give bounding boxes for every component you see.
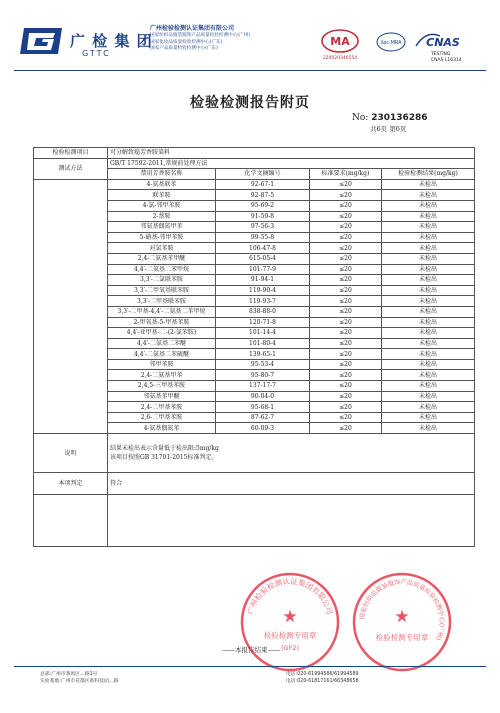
organization-lines (150, 25, 310, 53)
amine-name-cell: 2,6-二甲基苯胺 (108, 412, 216, 423)
result-cell: 未检出 (382, 412, 475, 423)
amine-name-cell: 联苯胺 (108, 190, 216, 201)
gttc-logo-icon (20, 24, 66, 58)
svg-text:★: ★ (394, 607, 410, 627)
amine-name-cell: 3,3′-二甲基-4,4′-二氨基二苯甲烷 (108, 306, 216, 317)
header-rule (14, 70, 486, 71)
certification-marks (318, 26, 483, 66)
cas-number-cell: 838-88-0 (216, 306, 310, 317)
result-cell: 未检出 (382, 200, 475, 211)
requirement-cell: ≤20 (310, 222, 382, 233)
inspection-seal-left (238, 570, 342, 674)
cas-number-cell: 92-67-1 (216, 179, 310, 190)
blank-cell (34, 495, 108, 547)
result-cell: 未检出 (382, 381, 475, 392)
cnas-testing: TESTING (431, 52, 451, 57)
note-line: 结果未检出表示含量低于检出限:5mg/kg (110, 445, 219, 453)
cas-number-cell: 87-62-7 (216, 412, 310, 423)
amine-name-cell: 2,4-二氨基苯甲醚 (108, 253, 216, 264)
brand-name: 广 检 集 团 (70, 32, 153, 50)
amine-name-cell: 3,3′-二甲氧基联苯胺 (108, 285, 216, 296)
project-row (34, 148, 475, 159)
requirement-cell: ≤20 (310, 211, 382, 222)
requirement-cell: ≤20 (310, 391, 382, 402)
requirement-cell: ≤20 (310, 359, 382, 370)
note-text (108, 434, 475, 473)
result-cell: 未检出 (382, 370, 475, 381)
report-number-label: No: (352, 113, 369, 123)
result-cell: 未检出 (382, 423, 475, 434)
column-header: 禁用芳香胺名称 (108, 169, 216, 180)
amine-name-cell: 邻氨基偶氮甲苯 (108, 222, 216, 233)
footer-phone: 电话:020-61994586/61994589 (286, 672, 359, 677)
footer-phones (286, 671, 359, 685)
requirement-cell: ≤20 (310, 264, 382, 275)
org-line: 国家纺织品服装服饰产品质量检验检测中心(广州) (150, 33, 251, 38)
cas-number-cell: 95-80-7 (216, 370, 310, 381)
requirement-cell: ≤20 (310, 243, 382, 254)
cas-number-cell: 615-05-4 (216, 253, 310, 264)
result-cell: 未检出 (382, 232, 475, 243)
cas-number-cell: 95-69-2 (216, 200, 310, 211)
column-header: 化学文摘编号 (216, 169, 310, 180)
seal-right-center-text: 检验检测专用章 (375, 633, 429, 642)
cas-number-cell: 99-55-8 (216, 232, 310, 243)
footer-phone: 电话:020-61817161/66348658 (286, 679, 359, 684)
project-value: 可分解致癌芳香胺染料 (108, 148, 475, 159)
report-end-marker: ——本报告结束—— (222, 646, 281, 654)
note-row (34, 434, 475, 473)
requirement-cell: ≤20 (310, 253, 382, 264)
amine-name-cell: 3,3′-二氯联苯胺 (108, 275, 216, 286)
amine-name-cell: 5-硝基-邻甲苯胺 (108, 232, 216, 243)
cas-number-cell: 91-59-8 (216, 211, 310, 222)
seal-left-ring-text: 广州检验检测认证集团有限公司 (245, 576, 335, 616)
amine-rows (34, 179, 475, 433)
amine-name-cell: 4,4′-二氨基二苯甲烷 (108, 264, 216, 275)
amine-name-cell: 4-氯-邻甲苯胺 (108, 200, 216, 211)
org-line: 广州检验检测认证集团有限公司 (150, 25, 235, 32)
result-cell: 未检出 (382, 275, 475, 286)
cas-number-cell: 95-68-1 (216, 402, 310, 413)
amine-name-cell: 对氯苯胺 (108, 243, 216, 254)
cas-number-cell: 101-80-4 (216, 338, 310, 349)
cma-number: 220020346554 (322, 56, 358, 61)
requirement-cell: ≤20 (310, 296, 382, 307)
result-cell: 未检出 (382, 222, 475, 233)
org-line: 国家产品质量检验检测中心(广东) (150, 46, 218, 52)
column-header: 标准要求(mg/kg) (310, 169, 382, 180)
conclusion-value: 符合 (108, 473, 475, 495)
result-cell: 未检出 (382, 296, 475, 307)
result-cell: 未检出 (382, 402, 475, 413)
blank-row (34, 495, 475, 547)
result-cell: 未检出 (382, 338, 475, 349)
cas-number-cell: 90-04-0 (216, 391, 310, 402)
requirement-cell: ≤20 (310, 232, 382, 243)
result-cell: 未检出 (382, 285, 475, 296)
note-label: 说明 (34, 434, 108, 473)
seal-left-center-text: 检验检测专用章 (263, 631, 317, 640)
requirement-cell: ≤20 (310, 370, 382, 381)
cnas-mark-text: CNAS (426, 36, 460, 49)
footer-rule (14, 666, 486, 667)
report-number-value: 230136286 (371, 113, 428, 123)
result-cell: 未检出 (382, 211, 475, 222)
project-label: 检验检测项目 (34, 148, 108, 159)
amine-name-cell: 4,4′-二氨基二苯醚 (108, 338, 216, 349)
method-row (34, 158, 475, 169)
footer-hq-address: 总部:广州市番禺区…路1号 (40, 672, 98, 677)
cas-number-cell: 97-56-3 (216, 222, 310, 233)
cas-number-cell: 137-17-7 (216, 381, 310, 392)
page-count: 共6页 第6页 (370, 125, 407, 133)
cas-number-cell: 91-94-1 (216, 275, 310, 286)
table-left-margin-cell (34, 179, 108, 433)
cas-number-cell: 119-93-7 (216, 296, 310, 307)
column-header: 检验检测结果(mg/kg) (382, 169, 475, 180)
footer-lab-address: 实验基地:广州市花都区新科技园…路 (40, 679, 119, 684)
cas-number-cell: 101-77-9 (216, 264, 310, 275)
ilac-mark-icon (377, 33, 405, 51)
amine-name-cell: 4,4′-亚甲基-二-(2-氯苯胺) (108, 328, 216, 339)
method-value: GB/T 17592-2011,常规前处理方法 (108, 158, 475, 169)
seal-left-code: (GF2) (281, 644, 299, 652)
requirement-cell: ≤20 (310, 423, 382, 434)
results-table (33, 147, 475, 547)
amine-name-cell: 2-萘胺 (108, 211, 216, 222)
amine-name-cell: 4-氨基联苯 (108, 179, 216, 190)
result-cell: 未检出 (382, 391, 475, 402)
result-cell: 未检出 (382, 328, 475, 339)
blank-cell (108, 495, 475, 547)
cas-number-cell: 139-65-1 (216, 349, 310, 360)
table-row (34, 179, 475, 190)
result-cell: 未检出 (382, 317, 475, 328)
result-cell: 未检出 (382, 179, 475, 190)
requirement-cell: ≤20 (310, 306, 382, 317)
cas-number-cell: 60-09-3 (216, 423, 310, 434)
cnas-number: CNAS L16314 (431, 58, 462, 63)
amine-name-cell: 邻甲苯胺 (108, 359, 216, 370)
cas-number-cell: 119-90-4 (216, 285, 310, 296)
requirement-cell: ≤20 (310, 338, 382, 349)
requirement-cell: ≤20 (310, 190, 382, 201)
requirement-cell: ≤20 (310, 200, 382, 211)
requirement-cell: ≤20 (310, 412, 382, 423)
seal-right-ring-text: 国家纺织品服装服饰产品质量检验检测中心(广州) (358, 578, 446, 642)
conclusion-label: 本项判定 (34, 473, 108, 495)
note-line: 该项目按照GB 31701-2015标准判定。 (110, 454, 218, 462)
result-cell: 未检出 (382, 264, 475, 275)
requirement-cell: ≤20 (310, 275, 382, 286)
amine-name-cell: 4,4′-二氨基二苯硫醚 (108, 349, 216, 360)
result-cell: 未检出 (382, 190, 475, 201)
requirement-cell: ≤20 (310, 317, 382, 328)
brand-english: GTTC (82, 49, 111, 58)
result-cell: 未检出 (382, 349, 475, 360)
amine-name-cell: 2-甲氧基-5-甲基苯胺 (108, 317, 216, 328)
cas-number-cell: 92-87-5 (216, 190, 310, 201)
amine-name-cell: 2,4,5-三甲基苯胺 (108, 381, 216, 392)
result-cell: 未检出 (382, 253, 475, 264)
cnas-mark-icon (416, 34, 462, 63)
inspection-seal-right (350, 570, 454, 674)
amine-name-cell: 2,4-二甲基苯胺 (108, 402, 216, 413)
requirement-cell: ≤20 (310, 349, 382, 360)
requirement-cell: ≤20 (310, 285, 382, 296)
conclusion-row (34, 473, 475, 495)
requirement-cell: ≤20 (310, 402, 382, 413)
org-line: 国家化妆品质量检验检测中心(广东) (150, 39, 223, 45)
amine-name-cell: 2,4-二氨基甲苯 (108, 370, 216, 381)
page-title: 检验检测报告附页 (190, 95, 310, 111)
requirement-cell: ≤20 (310, 328, 382, 339)
ilac-mark-text: ilac·MRA (380, 40, 402, 46)
cas-number-cell: 120-71-8 (216, 317, 310, 328)
cas-number-cell: 101-14-4 (216, 328, 310, 339)
footer-addresses (40, 671, 118, 685)
report-number (352, 113, 428, 123)
cas-number-cell: 95-53-4 (216, 359, 310, 370)
cma-mark-text: MA (330, 35, 350, 48)
result-cell: 未检出 (382, 243, 475, 254)
requirement-cell: ≤20 (310, 179, 382, 190)
svg-text:★: ★ (282, 607, 298, 627)
result-cell: 未检出 (382, 359, 475, 370)
cma-mark-icon (322, 30, 358, 61)
method-label: 测试方法 (34, 158, 108, 179)
amine-name-cell: 3,3′-二甲基联苯胺 (108, 296, 216, 307)
requirement-cell: ≤20 (310, 381, 382, 392)
result-cell: 未检出 (382, 306, 475, 317)
cas-number-cell: 106-47-8 (216, 243, 310, 254)
amine-name-cell: 邻氨基苯甲醚 (108, 391, 216, 402)
amine-name-cell: 4-氨基偶氮苯 (108, 423, 216, 434)
